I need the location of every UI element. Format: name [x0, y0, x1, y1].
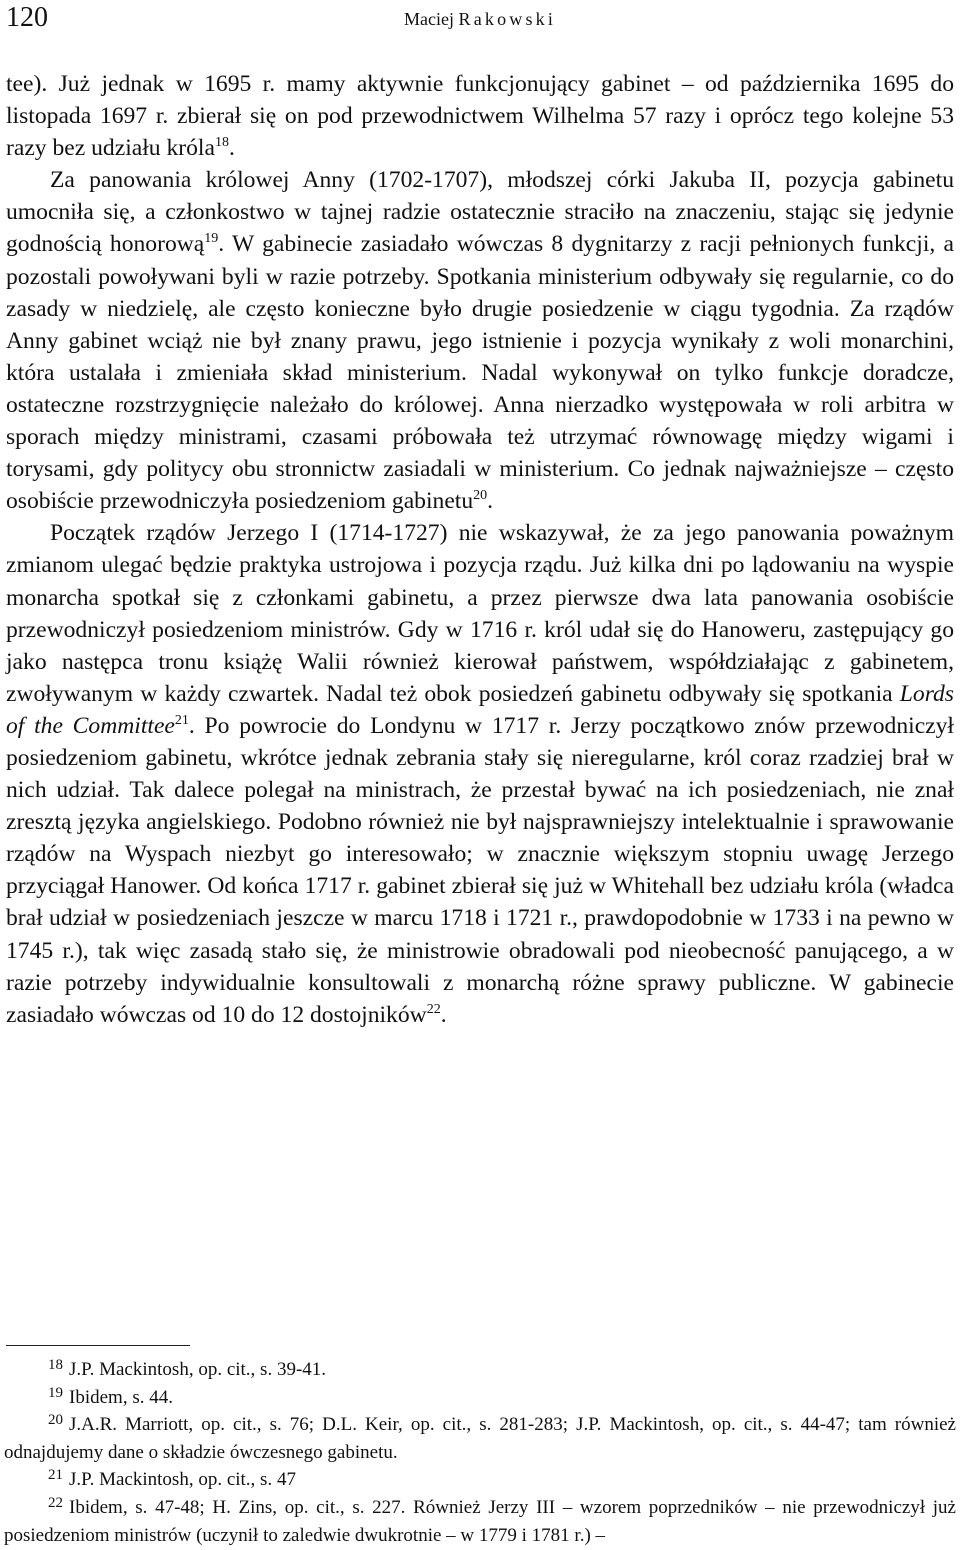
- page-header: [6, 0, 956, 36]
- footnote-ref-21: 21: [174, 712, 189, 728]
- footnote-text: Ibidem, s. 47-48; H. Zins, op. cit., s. 227. Również Jerzy III – wzorem poprzedników – nie przewodniczył już posiedzeniom ministrów (uczynił to zaledwie dwukrotnie – w 1779 i 1781 r.) –: [4, 1496, 956, 1546]
- footnote-ref-18: 18: [214, 135, 229, 151]
- paragraph-2-text-a: Za panowania królowej Anny (1702-1707), młodszej córki Jakuba II, pozycja gabinetu umocniła się, a członkostwo w tajnej radzie ostatecznie straciło na znaczeniu, stając się jedynie godnością honorową: [6, 167, 954, 258]
- footnote-text: J.P. Mackintosh, op. cit., s. 47: [69, 1469, 296, 1491]
- footnote: 18 J.P. Mackintosh, op. cit., s. 39-41.: [48, 1357, 327, 1380]
- paragraph-3-text-b: . Po powrocie do Londynu w 1717 r. Jerzy początkowo znów przewodniczył posiedzeniom gabinetu, wkrótce jednak zebrania stały się nieregularne, król coraz rzadziej brał w nich udział. Tak dalece polegał na ministrach, że przestał bywać na ich posiedzeniach, nie znał zresztą języka angielskiego. Podobno również nie był najsprawniejszy intelektualnie i sprawowanie rządów na Wyspach niezbyt go interesowało; w znacznie większym stopniu uwagę Jerzego przyciągał Hanower. Od końca 1717 r. gabinet zbierał się już w Whitehall bez udziału króla (władca brał udział w posiedzeniach jeszcze w marcu 1718 i 1721 r., prawdopodobnie w 1733 i na pewno w 1745 r.), tak więc zasadą stało się, że ministrowie obradowali pod nieobecność panującego, a w razie potrzeby indywidualnie konsultowali z monarchą różne sprawy publiczne. W gabinecie zasiadało wówczas od 10 do 12 dostojników: [6, 712, 954, 1028]
- footnote: 20 J.A.R. Marriott, op. cit., s. 76; D.L. Keir, op. cit., s. 281-283; J.P. Mackintosh, op. cit., s. 44-47; tam również odnajdujemy dane o składzie ówczesnego gabinetu.: [4, 1412, 956, 1463]
- paragraph-1: [6, 68, 954, 164]
- italic-term: Lords of the Committee: [6, 680, 954, 739]
- running-head-author: [404, 4, 556, 34]
- footnote-text: J.P. Mackintosh, op. cit., s. 39-41.: [69, 1359, 327, 1380]
- footnote: 22 Ibidem, s. 47-48; H. Zins, op. cit., s. 227. Również Jerzy III – wzorem poprzedników – nie przewodniczył już posiedzeniom ministrów (uczynił to zaledwie dwukrotnie – w 1779 i 1781 r.) –: [4, 1494, 956, 1546]
- author-first-name: Maciej: [404, 9, 454, 29]
- paragraph-3-end: .: [440, 1001, 447, 1028]
- paragraph-3-text-a: Początek rządów Jerzego I (1714-1727) nie wskazywał, że za jego panowania poważnym zmianom ulegać będzie praktyka ustrojowa i pozycja rządu. Już kilka dni po lądowaniu na wyspie monarcha spotkał się z członkami gabinetu, a przez pierwsze dwa lata panowania osobiście przewodniczył posiedzeniom ministrów. Gdy w 1716 r. król udał się do Hanoweru, zastępujący go jako następca tronu książę Walii również kierował państwem, współdziałając z gabinetem, zwoływanym w każdy czwartek. Nadal też obok posiedzeń gabinetu odbywały się spotkania: [6, 520, 954, 707]
- footnote-separator: [6, 1345, 190, 1346]
- footnote-ref-20: 20: [473, 488, 488, 504]
- footnote-ref-22: 22: [426, 1001, 441, 1017]
- page-number: 120: [6, 2, 48, 33]
- paragraph-3: [6, 517, 954, 1031]
- paragraph-2-end: .: [487, 488, 494, 515]
- author-last-name: Rakowski: [458, 9, 557, 29]
- footnote-text: J.A.R. Marriott, op. cit., s. 76; D.L. Keir, op. cit., s. 281-283; J.P. Mackintosh, op. cit., s. 44-47; tam również odnajdujemy dane o składzie ówczesnego gabinetu.: [4, 1414, 956, 1463]
- paragraph-2-text-b: . W gabinecie zasiadało wówczas 8 dygnitarzy z racji pełnionych funkcji, a pozostali powoływani byli w razie potrzeby. Spotkania ministerium odbywały się regularnie, co do zasady w niedzielę, ale często konieczne było drugie posiedzenie w ciągu tygodnia. Za rządów Anny gabinet wciąż nie był znany prawu, jego istnienie i pozycja wynikały z woli monarchini, która ustalała i zmieniała skład ministerium. Nadal wykonywał on tylko funkcje doradcze, ostateczne rozstrzygnięcie należało do królowej. Anna nierzadko występowała w roli arbitra w sporach między ministrami, czasami próbowała też utrzymać równowagę między wigami i torysami, gdy politycy obu stronnictw zasiadali w ministerium. Co jednak najważniejsze – często osobiście przewodniczyła posiedzeniom gabinetu: [6, 231, 954, 515]
- footnote: 19 Ibidem, s. 44.: [48, 1384, 173, 1408]
- footnote: 21 J.P. Mackintosh, op. cit., s. 47: [48, 1467, 296, 1491]
- footnote-text: Ibidem, s. 44.: [69, 1386, 173, 1408]
- footnote-ref-19: 19: [204, 231, 219, 247]
- paragraph-1-end: .: [228, 135, 235, 162]
- main-text: [6, 68, 954, 1031]
- footnotes: [4, 1356, 956, 1549]
- paragraph-2: [6, 164, 954, 517]
- paragraph-1-text: tee). Już jednak w 1695 r. mamy aktywnie funkcjonujący gabinet – od października 1695 do listopada 1697 r. zbierał się on pod przewodnictwem Wilhelma 57 razy i oprócz tego kolejne 53 razy bez udziału króla: [6, 71, 954, 162]
